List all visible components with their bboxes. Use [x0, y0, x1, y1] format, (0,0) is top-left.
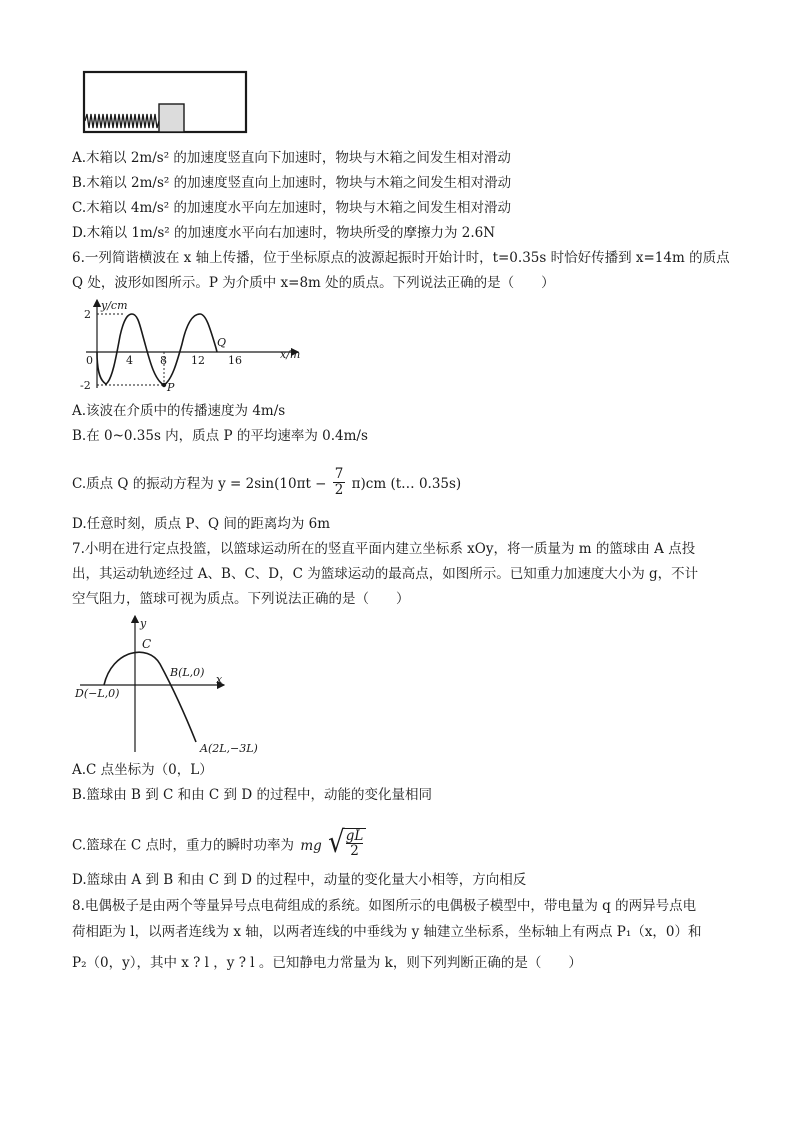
sqrt-expression	[328, 825, 366, 861]
point-Q-label: Q	[217, 336, 227, 349]
point-A-label: A(2L,−3L)	[200, 742, 258, 755]
q6-option-c-suffix: π)cm (t… 0.35s)	[351, 476, 462, 492]
x-tick-12: 12	[191, 354, 205, 367]
point-P-dot	[162, 383, 166, 387]
q7-option-d: D.篮球由 A 到 B 和由 C 到 D 的过程中，动量的变化量大小相等，方向相反	[72, 872, 527, 888]
y-axis-label: y	[140, 617, 147, 630]
wave-figure	[76, 296, 316, 396]
q6-stem-line2: Q 处，波形如图所示。P 为介质中 x=8m 处的质点。下列说法正确的是（ ）	[72, 275, 555, 291]
q7-stem-line3: 空气阻力，篮球可视为质点。下列说法正确的是（ ）	[72, 591, 410, 607]
point-D-label: D(−L,0)	[75, 687, 120, 700]
sqrt-radicand	[343, 828, 367, 858]
q6-stem-line1: 6.一列简谐横波在 x 轴上传播，位于坐标原点的波源起振时开始计时，t=0.35s 时恰好传播到 x=14m 的质点	[72, 250, 730, 266]
x-tick-16: 16	[228, 354, 242, 367]
q7-option-c	[72, 825, 366, 861]
q6-option-d: D.任意时刻，质点 P、Q 间的距离均为 6m	[72, 516, 331, 532]
q7-option-b: B.篮球由 B 到 C 和由 C 到 D 的过程中，动能的变化量相同	[72, 787, 432, 803]
q8-line1: 8.电偶极子是由两个等量异号点电荷组成的系统。如图所示的电偶极子模型中，带电量为 q 的两异号点电	[72, 898, 697, 914]
y-tick-neg2: -2	[80, 379, 91, 392]
x-tick-8: 8	[160, 354, 167, 367]
fraction-numerator: gL	[345, 828, 364, 844]
q6-option-a: A.该波在介质中的传播速度为 4m/s	[72, 403, 286, 419]
block	[159, 104, 184, 132]
q8-line3: P₂（0，y），其中 x ? l ，y ? l 。已知静电力常量为 k，则下列判断正确的是（ ）	[72, 955, 582, 971]
x-axis-label: x	[216, 673, 223, 686]
q7-stem-line1: 7.小明在进行定点投篮，以篮球运动所在的竖直平面内建立坐标系 xOy，将一质量为 m 的篮球由 A 点投	[72, 541, 696, 557]
q8-line2: 荷相距为 l，以两者连线为 x 轴，以两者连线的中垂线为 y 轴建立坐标系，坐标轴上有两点 P₁（x，0）和	[72, 924, 702, 940]
q5-option-a: A.木箱以 2m/s² 的加速度竖直向下加速时，物块与木箱之间发生相对滑动	[72, 150, 511, 166]
point-P-label: P	[167, 381, 175, 394]
q5-option-c: C.木箱以 4m/s² 的加速度水平向左加速时，物块与木箱之间发生相对滑动	[72, 200, 511, 216]
spring	[85, 114, 159, 128]
q7-option-c-prefix: C.篮球在 C 点时，重力的瞬时功率为	[72, 837, 295, 854]
q6-option-c	[72, 466, 462, 500]
y-axis-label: y/cm	[101, 299, 128, 312]
q6-option-c-fraction	[333, 467, 346, 498]
q5-option-d: D.木箱以 1m/s² 的加速度水平向右加速时，物块所受的摩擦力为 2.6N	[72, 225, 496, 241]
sqrt-sign-icon: √	[328, 825, 345, 861]
x-tick-4: 4	[126, 354, 133, 367]
trajectory-figure	[72, 612, 282, 757]
q6-option-c-prefix: C.质点 Q 的振动方程为 y = 2sin(10πt −	[72, 476, 327, 492]
q7-stem-line2: 出，其运动轨迹经过 A、B、C、D，C 为篮球运动的最高点，如图所示。已知重力加速度大小为 g，不计	[72, 566, 699, 582]
origin-label: 0	[86, 354, 93, 367]
q5-option-b: B.木箱以 2m/s² 的加速度竖直向上加速时，物块与木箱之间发生相对滑动	[72, 175, 512, 191]
q6-option-b: B.在 0~0.35s 内，质点 P 的平均速率为 0.4m/s	[72, 428, 368, 444]
q7-option-a: A.C 点坐标为（0，L）	[72, 762, 213, 778]
box-spring-figure	[82, 70, 250, 136]
y-tick-2: 2	[84, 308, 91, 321]
point-C-label: C	[142, 637, 152, 651]
fraction-denominator: 2	[350, 843, 359, 859]
fraction-numerator: 7	[334, 466, 344, 482]
fraction-denominator: 2	[334, 482, 344, 498]
waveform	[97, 314, 217, 385]
point-B-label: B(L,0)	[170, 666, 205, 679]
x-axis-label: x/m	[280, 348, 301, 361]
q7-option-c-mg: mg	[300, 837, 322, 854]
